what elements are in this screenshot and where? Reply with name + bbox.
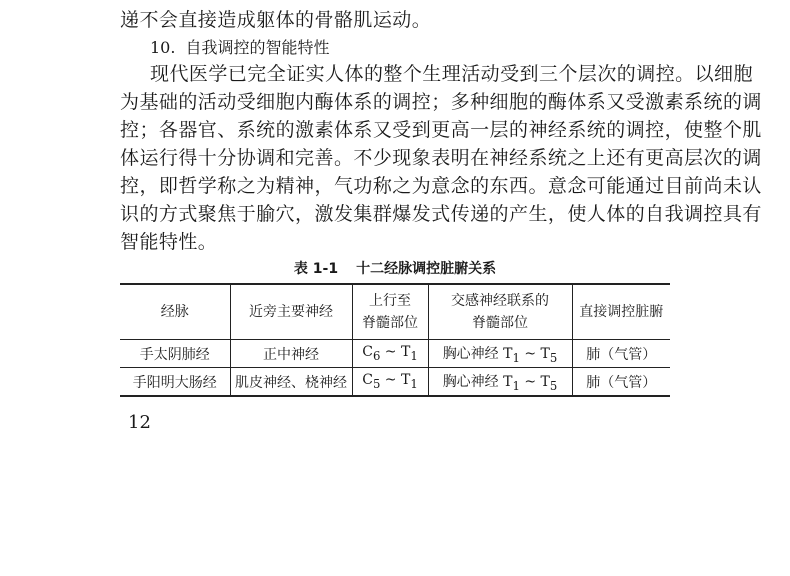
cell-meridian: 手阳明大肠经 — [120, 368, 230, 397]
seg-letter: T — [540, 373, 550, 390]
seg-number: 6 — [372, 348, 381, 363]
symp-prefix: 胸心神经 T — [442, 345, 513, 362]
cell-nerve: 正中神经 — [230, 340, 352, 368]
header-meridian — [120, 284, 230, 340]
paragraph-line: 控，即哲学称之为精神，气功称之为意念的东西。意念可能通过目前尚未认 — [120, 175, 762, 197]
paragraph-line: 体运行得十分协调和完善。不少现象表明在神经系统之上还有更高层次的调 — [120, 147, 762, 169]
cell-spinal-level — [352, 368, 428, 397]
table-number: 表 1-1 — [293, 261, 339, 277]
header-text: 脊髓部位 — [362, 315, 418, 331]
header-text: 上行至 — [369, 293, 411, 309]
seg-letter: T — [401, 344, 411, 361]
header-nerve — [230, 284, 352, 340]
seg-number: 5 — [549, 350, 558, 365]
range-sep: ~ — [380, 372, 401, 389]
cell-sympathetic-level — [428, 368, 572, 397]
section-title: 自我调控的智能特性 — [185, 38, 330, 57]
seg-letter: C — [362, 344, 373, 361]
symp-prefix: 胸心神经 T — [442, 373, 513, 390]
page-number: 12 — [128, 412, 151, 433]
section-heading — [150, 38, 329, 58]
header-text: 脊髓部位 — [472, 315, 528, 331]
table-header-row — [120, 284, 670, 340]
table-caption — [120, 258, 670, 278]
seg-number: 5 — [372, 376, 381, 391]
seg-letter: T — [401, 372, 411, 389]
table-title: 十二经脉调控脏腑关系 — [356, 261, 497, 277]
seg-number: 1 — [410, 376, 418, 391]
paragraph-line: 识的方式聚焦于腧穴，激发集群爆发式传递的产生，使人体的自我调控具有 — [120, 203, 762, 225]
header-text: 近旁主要神经 — [249, 304, 333, 320]
header-text: 交感神经联系的 — [451, 293, 549, 309]
paragraph-line: 智能特性。 — [120, 231, 218, 253]
paragraph-line: 为基础的活动受细胞内酶体系的调控；多种细胞的酶体系又受激素系统的调 — [120, 91, 762, 113]
range-sep: ~ — [519, 373, 541, 390]
seg-letter: C — [362, 372, 373, 389]
seg-number: 1 — [512, 350, 520, 365]
seg-number: 5 — [549, 378, 558, 393]
paragraph-line: 现代医学已完全证实人体的整个生理活动受到三个层次的调控。以细胞 — [150, 63, 753, 85]
table-row — [120, 368, 670, 397]
table-row — [120, 340, 670, 368]
header-text: 直接调控脏腑 — [579, 304, 664, 320]
seg-letter: T — [540, 345, 550, 362]
cell-organ: 肺（气管） — [572, 368, 670, 397]
header-text: 经脉 — [160, 304, 189, 320]
range-sep: ~ — [519, 345, 541, 362]
cell-sympathetic-level — [428, 340, 572, 368]
header-sympathetic-level — [428, 284, 572, 340]
cell-spinal-level — [352, 340, 428, 368]
seg-number: 1 — [512, 378, 520, 393]
range-sep: ~ — [380, 344, 401, 361]
cell-organ: 肺（气管） — [572, 340, 670, 368]
seg-number: 1 — [410, 348, 418, 363]
cell-nerve: 肌皮神经、桡神经 — [230, 368, 352, 397]
header-organ — [572, 284, 670, 340]
previous-paragraph-end: 递不会直接造成躯体的骨骼肌运动。 — [120, 9, 432, 31]
meridian-organ-table — [120, 283, 670, 397]
section-number: 10. — [150, 38, 176, 57]
header-spinal-level — [352, 284, 428, 340]
cell-meridian: 手太阴肺经 — [120, 340, 230, 368]
paragraph-line: 控；各器官、系统的激素体系又受到更高一层的神经系统的调控，使整个肌 — [120, 119, 762, 141]
